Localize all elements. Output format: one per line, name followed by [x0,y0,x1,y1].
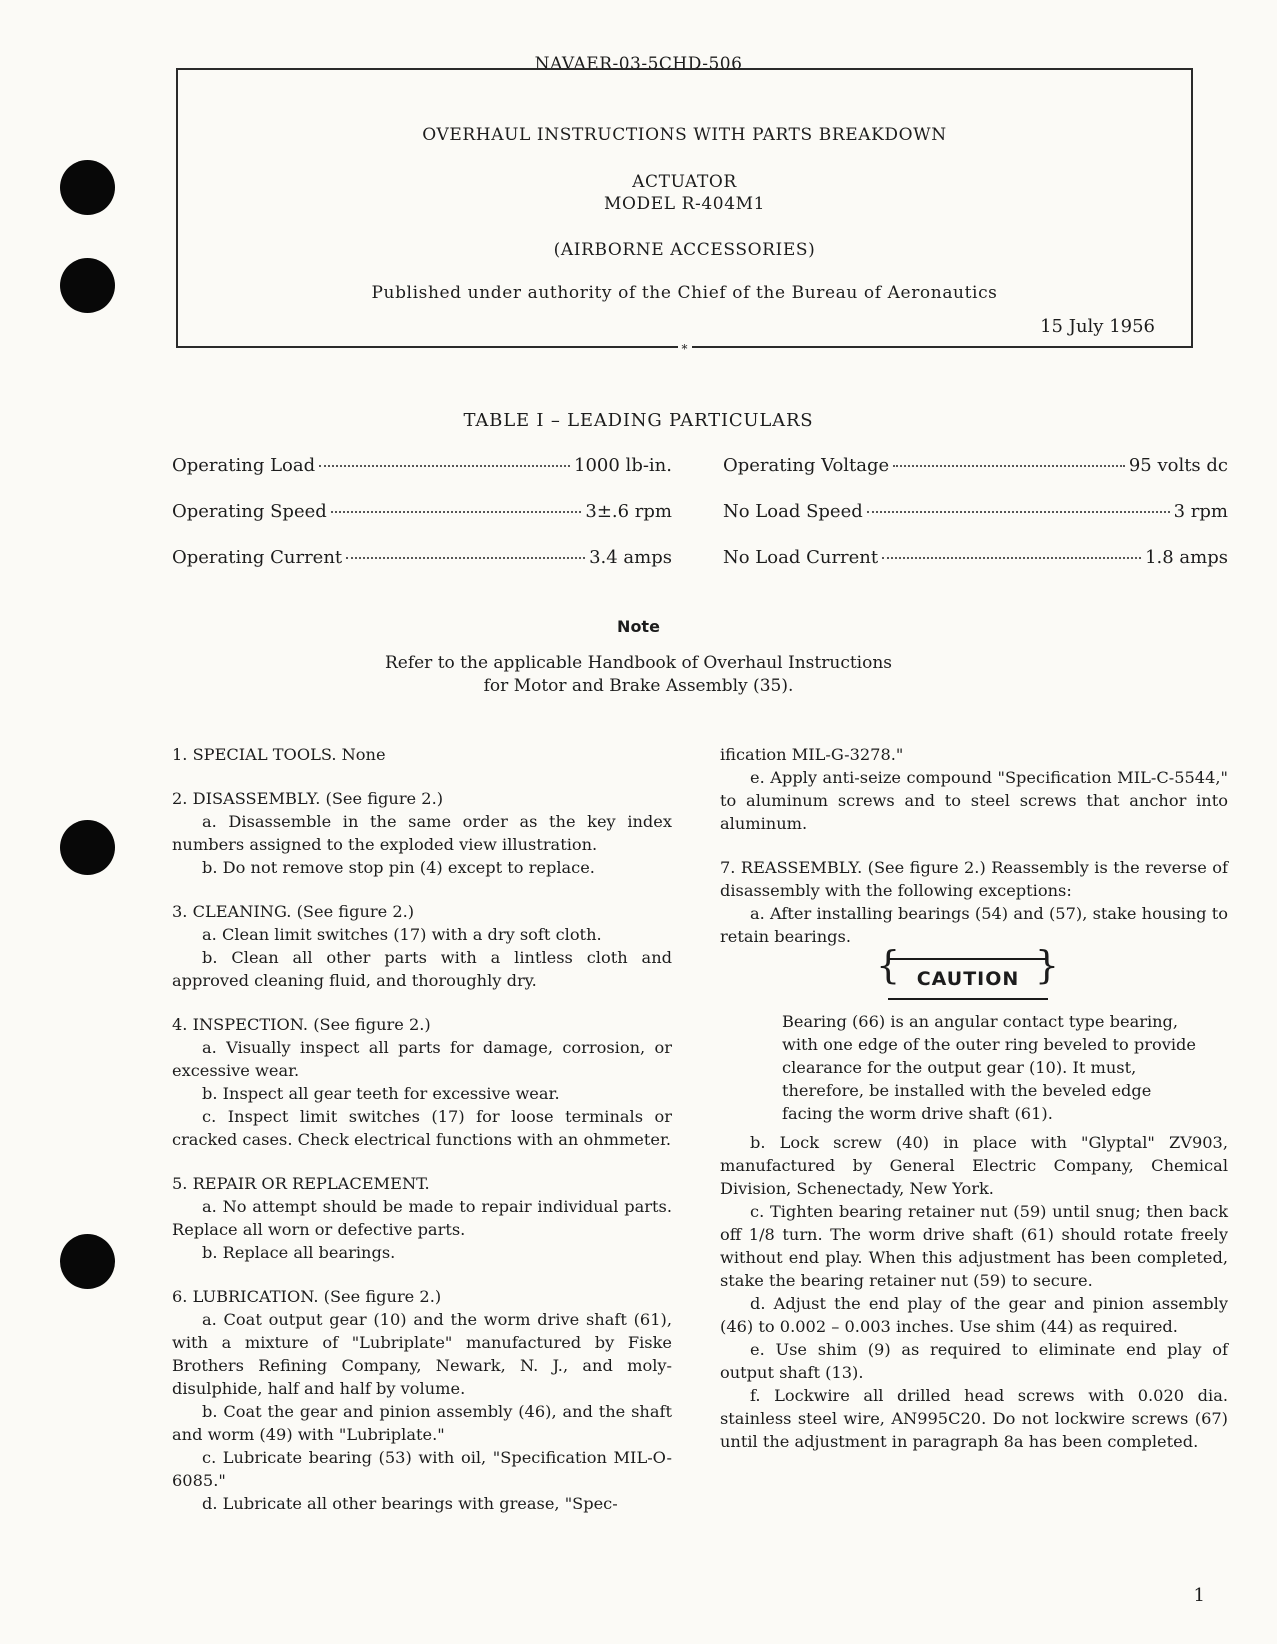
paragraph: f. Lockwire all drilled head screws with 0.020 dia. stainless steel wire, AN995C20. Do not lockwire screws (67) until the adjustment in paragraph 8a has been completed. [720,1386,1228,1451]
paragraph: c. Lubricate bearing (53) with oil, "Specification MIL-O-6085." [172,1448,672,1490]
page-number: 1 [1193,1585,1205,1606]
caution-text: Bearing (66) is an angular contact type bearing, with one edge of the outer ring beveled to provide clearance for the output gear (10). It must, therefore, be installed with the beveled edge facing the worm drive shaft (61). [782,1012,1196,1123]
caution-label: { CAUTION } [888,958,1048,1000]
model-name: MODEL R-404M1 [603,194,766,214]
star-mark: * [678,342,692,356]
particular-row [172,547,672,568]
paragraph: a. Visually inspect all parts for damage, corrosion, or excessive wear. [172,1038,672,1080]
paragraph: b. Replace all bearings. [202,1243,396,1262]
section-heading: 4. INSPECTION. (See figure 2.) [172,1015,431,1034]
document-title: OVERHAUL INSTRUCTIONS WITH PARTS BREAKDOWN [422,125,947,145]
binder-hole [60,1234,115,1289]
particular-value: 1000 lb-in. [574,455,672,476]
paragraph: b. Clean all other parts with a lintless cloth and approved cleaning fluid, and thoroughly dry. [172,948,672,990]
paragraph: d. Adjust the end play of the gear and pinion assembly (46) to 0.002 – 0.003 inches. Use shim (44) as required. [720,1294,1228,1336]
paragraph: b. Lock screw (40) in place with "Glyptal" ZV903, manufactured by General Electric Company, Chemical Division, Schenectady, New York. [720,1133,1228,1198]
particular-label: Operating Voltage [723,455,890,476]
note-heading: Note [617,617,660,636]
particular-row [723,455,1228,476]
publication-date: 15 July 1956 [1040,316,1155,337]
paragraph: a. After installing bearings (54) and (57), stake housing to retain bearings. [720,904,1228,946]
note-text: for Motor and Brake Assembly (35). [483,676,794,696]
paragraph-continuation: ification MIL-G-3278." [720,745,904,764]
paragraph: b. Do not remove stop pin (4) except to replace. [202,858,595,877]
particular-value: 1.8 amps [1145,547,1228,568]
caution-banner [720,958,1228,1004]
particular-row [172,501,672,522]
title-box [176,68,1193,356]
section-heading: 7. REASSEMBLY. (See figure 2.) Reassembly is the reverse of disassembly with the following exceptions: [720,858,1228,900]
particular-row [723,501,1228,522]
particular-label: No Load Current [723,547,879,568]
paragraph: a. Clean limit switches (17) with a dry soft cloth. [202,925,602,944]
particular-value: 3 rpm [1173,501,1228,522]
particular-label: Operating Speed [172,501,327,522]
section-heading: 5. REPAIR OR REPLACEMENT. [172,1174,430,1193]
particular-value: 3.4 amps [589,547,672,568]
particular-label: No Load Speed [723,501,863,522]
paragraph: a. Coat output gear (10) and the worm drive shaft (61), with a mixture of "Lubriplate" manufactured by Fiske Brothers Refining Company, Newark, N. J., and moly-disulphide, half and half by volume. [172,1310,672,1398]
particular-value: 95 volts dc [1128,455,1228,476]
particular-row [172,455,672,476]
binder-hole [60,820,115,875]
paragraph: d. Lubricate all other bearings with grease, "Spec- [202,1494,618,1513]
paragraph: c. Inspect limit switches (17) for loose terminals or cracked cases. Check electrical functions with an ohmmeter. [172,1107,672,1149]
note-text: Refer to the applicable Handbook of Overhaul Instructions [384,653,893,673]
paragraph: b. Coat the gear and pinion assembly (46), and the shaft and worm (49) with "Lubriplate." [172,1402,672,1444]
section-heading: 6. LUBRICATION. (See figure 2.) [172,1287,442,1306]
paragraph: e. Use shim (9) as required to eliminate end play of output shaft (13). [720,1340,1228,1382]
particular-value: 3±.6 rpm [585,501,672,522]
manufacturer: (AIRBORNE ACCESSORIES) [553,240,816,260]
binder-hole [60,258,115,313]
section-heading: 2. DISASSEMBLY. (See figure 2.) [172,789,444,808]
document-number: NAVAER-03-5CHD-506 [0,54,1277,74]
binder-hole [60,160,115,215]
paragraph: a. Disassemble in the same order as the key index numbers assigned to the exploded view illustration. [172,812,672,854]
item-name: ACTUATOR [632,172,737,192]
left-column [172,743,672,1515]
particular-label: Operating Load [172,455,316,476]
table-title: TABLE I – LEADING PARTICULARS [463,410,814,431]
paragraph: b. Inspect all gear teeth for excessive wear. [202,1084,560,1103]
section-heading: 3. CLEANING. (See figure 2.) [172,902,415,921]
paragraph: c. Tighten bearing retainer nut (59) until snug; then back off 1/8 turn. The worm drive shaft (61) should rotate freely without end play. When this adjustment has been completed, stake the bearing retainer nut (59) to secure. [720,1202,1228,1290]
particular-label: Operating Current [172,547,343,568]
section-heading: 1. SPECIAL TOOLS. None [172,745,386,764]
authority-line: Published under authority of the Chief of the Bureau of Aeronautics [371,283,998,303]
particular-row [723,547,1228,568]
paragraph: e. Apply anti-seize compound "Specification MIL-C-5544," to aluminum screws and to steel screws that anchor into aluminum. [720,768,1228,833]
right-column [720,743,1228,1453]
paragraph: a. No attempt should be made to repair individual parts. Replace all worn or defective parts. [172,1197,672,1239]
